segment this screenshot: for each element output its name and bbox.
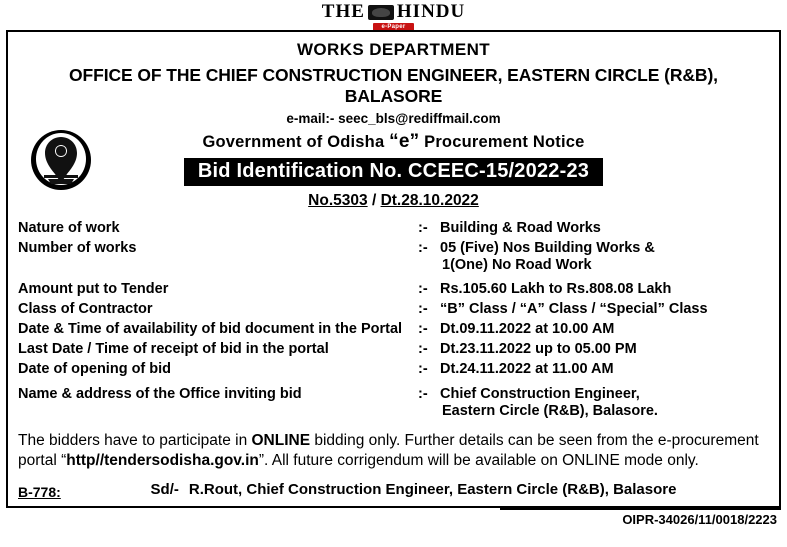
row-label: Amount put to Tender	[18, 281, 169, 297]
signature-name: R.Rout, Chief Construction Engineer, Eastern Circle (R&B), Balasore	[188, 481, 677, 498]
row-value	[440, 360, 769, 380]
row-value-line2: 1(One) No Road Work	[442, 256, 592, 273]
table-row	[18, 238, 769, 275]
paragraph-part-2: bidding only. Further details can be seen from the e-procurement portal “	[18, 432, 759, 469]
notice-number-date	[18, 192, 769, 210]
bill-code: B-778:	[18, 484, 61, 500]
government-header-row	[18, 131, 769, 210]
row-value-line1: Chief Construction Engineer,	[440, 385, 640, 402]
office-title: OFFICE OF THE CHIEF CONSTRUCTION ENGINEER, EASTERN CIRCLE (R&B), BALASORE	[69, 65, 718, 106]
row-value-line1: Dt.23.11.2022 up to 05.00 PM	[440, 341, 637, 357]
bid-identification-banner: Bid Identification No. CCEEC-15/2022-23	[184, 158, 603, 186]
paragraph-part-3: ”. All future corrigendum will be available on ONLINE mode only.	[258, 452, 699, 469]
masthead-title-right: HINDU	[396, 1, 466, 22]
notice-number: No.5303	[308, 192, 368, 209]
table-row	[18, 380, 769, 422]
row-value	[440, 275, 769, 300]
masthead-title-left: THE	[321, 1, 365, 22]
paragraph-bold-online: ONLINE	[251, 432, 311, 449]
row-label: Number of works	[18, 239, 137, 256]
table-row	[18, 340, 769, 360]
tender-details-table	[18, 218, 769, 421]
row-label: Nature of work	[18, 219, 120, 236]
notice-number-separator: /	[371, 192, 377, 209]
e-quoted: “e”	[389, 131, 420, 152]
row-separator: :-	[418, 219, 428, 236]
government-name: Government of Odisha	[202, 133, 385, 151]
oipr-code: OIPR-34026/11/0018/2223	[500, 508, 781, 527]
row-value	[440, 300, 769, 320]
masthead-inner	[322, 2, 465, 31]
row-separator: :-	[418, 341, 428, 357]
row-value-line1: 05 (Five) Nos Building Works &	[440, 239, 655, 256]
row-value	[440, 218, 769, 238]
row-separator: :-	[418, 361, 428, 377]
row-value-line1: Dt.09.11.2022 at 10.00 AM	[440, 321, 615, 337]
row-label: Last Date / Time of receipt of bid in the portal	[18, 341, 329, 357]
row-separator: :-	[418, 301, 428, 317]
row-value	[440, 340, 769, 360]
table-row	[18, 360, 769, 380]
department-title: WORKS DEPARTMENT	[296, 40, 491, 59]
table-row	[18, 275, 769, 300]
row-value	[440, 238, 769, 275]
email-line: e-mail:- seec_bls@rediffmail.com	[286, 111, 501, 126]
row-label: Name & address of the Office inviting bid	[18, 385, 302, 402]
row-label: Date & Time of availability of bid document in the Portal	[18, 321, 403, 337]
portal-url: http//tendersodisha.gov.in	[66, 452, 259, 469]
row-separator: :-	[418, 385, 428, 402]
row-separator: :-	[418, 321, 428, 337]
notice-date: Dt.28.10.2022	[380, 192, 479, 209]
row-value-line1: Building & Road Works	[440, 219, 601, 236]
newspaper-masthead	[0, 0, 787, 30]
row-value	[440, 380, 769, 422]
row-label: Date of opening of bid	[18, 361, 172, 377]
odisha-government-emblem-icon	[30, 129, 92, 191]
tender-notice-box	[6, 30, 781, 508]
lion-capital-icon	[368, 5, 394, 20]
signature-prefix: Sd/-	[150, 481, 179, 498]
table-row	[18, 300, 769, 320]
row-label: Class of Contractor	[18, 301, 153, 317]
paragraph-part-1: The bidders have to participate in	[18, 432, 252, 449]
masthead-title	[322, 2, 465, 22]
epaper-badge: e-Paper	[373, 23, 413, 31]
table-row	[18, 218, 769, 238]
row-value-line1: “B” Class / “A” Class / “Special” Class	[440, 301, 708, 317]
row-separator: :-	[418, 239, 428, 256]
row-value-line1: Rs.105.60 Lakh to Rs.808.08 Lakh	[440, 281, 672, 297]
government-line	[18, 131, 769, 153]
signature-line	[18, 481, 769, 498]
row-value-line1: Dt.24.11.2022 at 11.00 AM	[440, 361, 614, 377]
row-value	[440, 320, 769, 340]
table-row	[18, 320, 769, 340]
procurement-notice-label: Procurement Notice	[424, 133, 585, 151]
row-value-line2: Eastern Circle (R&B), Balasore.	[442, 402, 658, 419]
row-separator: :-	[418, 281, 428, 297]
notice-paragraph	[18, 431, 769, 471]
